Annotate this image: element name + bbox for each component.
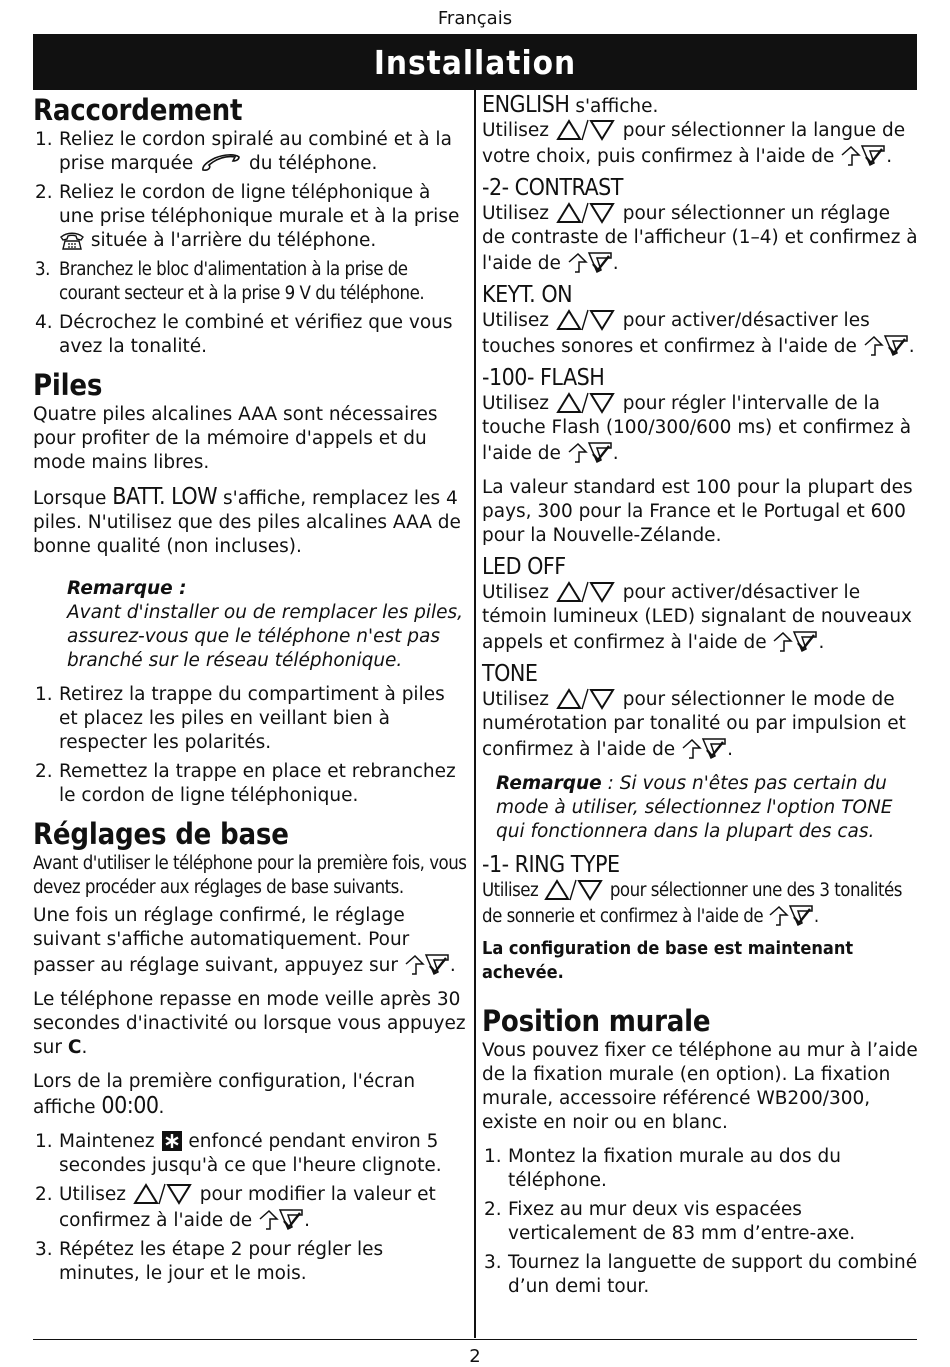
- lcd-text: -2- CONTRAST: [482, 175, 623, 201]
- position-intro: Vous pouvez fixer ce téléphone au mur à l’aide de la fixation murale (en option). La fixation murale, accessoire référencé WB200/300, existe en noir ou en blanc.: [482, 1040, 918, 1133]
- handset-icon: [199, 154, 243, 174]
- phone-line-socket-icon: [59, 231, 85, 251]
- ok-key-icon: [258, 1207, 304, 1231]
- lcd-text: KEYT. ON: [482, 282, 573, 308]
- lcd-text: ENGLISH: [482, 92, 570, 118]
- section-banner: Installation: [33, 34, 917, 90]
- lcd-text: -1- RING TYPE: [482, 852, 620, 878]
- up-down-arrows-icon: [555, 688, 617, 710]
- reglages-heading: Réglages de base: [33, 817, 289, 851]
- up-down-arrows-icon: [555, 581, 617, 603]
- lcd-text: -100- FLASH: [482, 365, 605, 391]
- reglages-next: Une fois un réglage confirmé, le réglage suivant s'affiche automatiquement. Pour passer au réglage suivant, appuyez sur .: [33, 905, 456, 976]
- page-number: 2: [469, 1346, 481, 1367]
- list-item: 2. Remettez la trappe en place et rebranchez le cordon de ligne téléphonique.: [35, 761, 456, 806]
- piles-note: Remarque : Avant d'installer ou de remplacer les piles, assurez-vous que le téléphone n'est pas branché sur le réseau téléphonique.: [67, 578, 464, 671]
- setting-contrast: -2- CONTRAST Utilisez pour sélectionner un réglage de contraste de l'afficheur (1–4) et confirmez à l'aide de .: [482, 175, 918, 274]
- list-item: 3. Branchez le bloc d'alimentation à la prise de courant secteur et à la prise 9 V du téléphone.: [35, 259, 425, 304]
- lcd-text: BATT. LOW: [112, 484, 218, 510]
- position-heading: Position murale: [482, 1004, 711, 1038]
- setup-complete-text: La configuration de base est maintenant achevée.: [482, 938, 854, 983]
- left-column: [33, 92, 469, 1294]
- setting-key-tones: KEYT. ON Utilisez pour activer/désactiver les touches sonores et confirmez à l'aide de .: [482, 282, 918, 359]
- up-down-arrows-icon: [543, 879, 605, 901]
- raccordement-steps: [33, 128, 469, 359]
- star-key-icon: [161, 1130, 183, 1152]
- lcd-text: TONE: [482, 661, 538, 687]
- up-down-arrows-icon: [555, 309, 617, 331]
- flash-standard-values: La valeur standard est 100 pour la plupart des pays, 300 pour la France et le Portugal et 600 pour la Nouvelle-Zélande.: [482, 477, 913, 546]
- raccordement-heading: Raccordement: [33, 93, 243, 127]
- list-item: 1. Montez la fixation murale au dos du téléphone.: [484, 1146, 841, 1191]
- ok-key-icon: [567, 250, 613, 274]
- tone-note: Remarque : Si vous n'êtes pas certain du mode à utiliser, sélectionnez l'option TONE qui fonctionnera dans la plupart des cas.: [496, 773, 893, 842]
- piles-battery-text: Lorsque BATT. LOW s'affiche, remplacez les 4 piles. N'utilisez que des piles alcalines AAA de bonne qualité (non incluses).: [33, 484, 461, 557]
- piles-intro: Quatre piles alcalines AAA sont nécessaires pour profiter de la mémoire d'appels et du mode mains libres.: [33, 404, 438, 473]
- c-key: C: [67, 1037, 82, 1058]
- setting-flash: -100- FLASH Utilisez pour régler l'intervalle de la touche Flash (100/300/600 ms) et confirmez à l'aide de . La valeur standard est 100 pour la plupart des pays, 300 pour la France et le Portugal et 600 pour la Nouvelle-Zélande.: [482, 365, 918, 548]
- ok-key-icon: [768, 903, 814, 927]
- setting-language: ENGLISH s'affiche. Utilisez pour sélectionner la langue de votre choix, puis confirmez à l'aide de .: [482, 92, 906, 167]
- ok-key-icon: [567, 440, 613, 464]
- language-label: Français: [437, 8, 513, 29]
- reglages-intro: Avant d'utiliser le téléphone pour la première fois, vous devez procéder aux réglages de base suivants.: [33, 853, 467, 898]
- reglages-steps: [33, 1130, 469, 1286]
- up-down-arrows-icon: [132, 1183, 194, 1205]
- list-item: 4. Décrochez le combiné et vérifiez que vous avez la tonalité.: [35, 312, 453, 357]
- piles-heading: Piles: [33, 368, 103, 402]
- list-item: 1. Reliez le cordon spiralé au combiné et à la prise marquée du téléphone.: [35, 129, 452, 174]
- column-divider: [474, 90, 476, 1338]
- lcd-text: LED OFF: [482, 554, 566, 580]
- setting-led: LED OFF Utilisez pour activer/désactiver le témoin lumineux (LED) signalant de nouveaux appels et confirmez à l'aide de .: [482, 554, 918, 655]
- list-item: 3. Répétez les étape 2 pour régler les minutes, le jour et le mois.: [35, 1239, 384, 1284]
- footer-rule: [33, 1339, 917, 1340]
- ok-key-icon: [863, 333, 909, 357]
- up-down-arrows-icon: [555, 392, 617, 414]
- list-item: 2. Fixez au mur deux vis espacées verticalement de 83 mm d’entre-axe.: [484, 1199, 856, 1244]
- up-down-arrows-icon: [555, 202, 617, 224]
- list-item: 2. Reliez le cordon de ligne téléphonique à une prise téléphonique murale et à la prise située à l'arrière du téléphone.: [35, 182, 460, 251]
- right-column: [482, 92, 918, 1307]
- up-down-arrows-icon: [555, 119, 617, 141]
- list-item: 1. Retirez la trappe du compartiment à piles et placez les piles en veillant bien à respecter les polarités.: [35, 684, 445, 753]
- setting-dial-mode: TONE Utilisez pour sélectionner le mode de numérotation par tonalité ou par impulsion et confirmez à l'aide de . Remarque : Si vous n'êtes pas certain du mode à utiliser, sélectionnez l'option TONE qui fonctionnera dans la plupart des cas.: [482, 661, 918, 844]
- list-item: 3. Tournez la languette de support du combiné d’un demi tour.: [484, 1252, 918, 1297]
- ok-key-icon: [681, 736, 727, 760]
- ok-key-icon: [840, 143, 886, 167]
- setting-ring-type: -1- RING TYPE Utilisez pour sélectionner une des 3 tonalités de sonnerie et confirmez à l'aide de .: [482, 852, 918, 929]
- position-steps: [482, 1145, 918, 1299]
- piles-steps: [33, 683, 469, 808]
- ok-key-icon: [404, 952, 450, 976]
- list-item: 1. Maintenez enfoncé pendant environ 5 secondes jusqu'à ce que l'heure clignote.: [35, 1131, 442, 1176]
- reglages-standby: Le téléphone repasse en mode veille après 30 secondes d'inactivité ou lorsque vous appuyez sur C.: [33, 989, 466, 1058]
- reglages-display: Lors de la première configuration, l'écran affiche 00:00.: [33, 1071, 416, 1119]
- list-item: 2. Utilisez pour modifier la valeur et confirmez à l'aide de .: [35, 1184, 436, 1231]
- ok-key-icon: [772, 629, 818, 653]
- lcd-text: 00:00: [101, 1093, 159, 1119]
